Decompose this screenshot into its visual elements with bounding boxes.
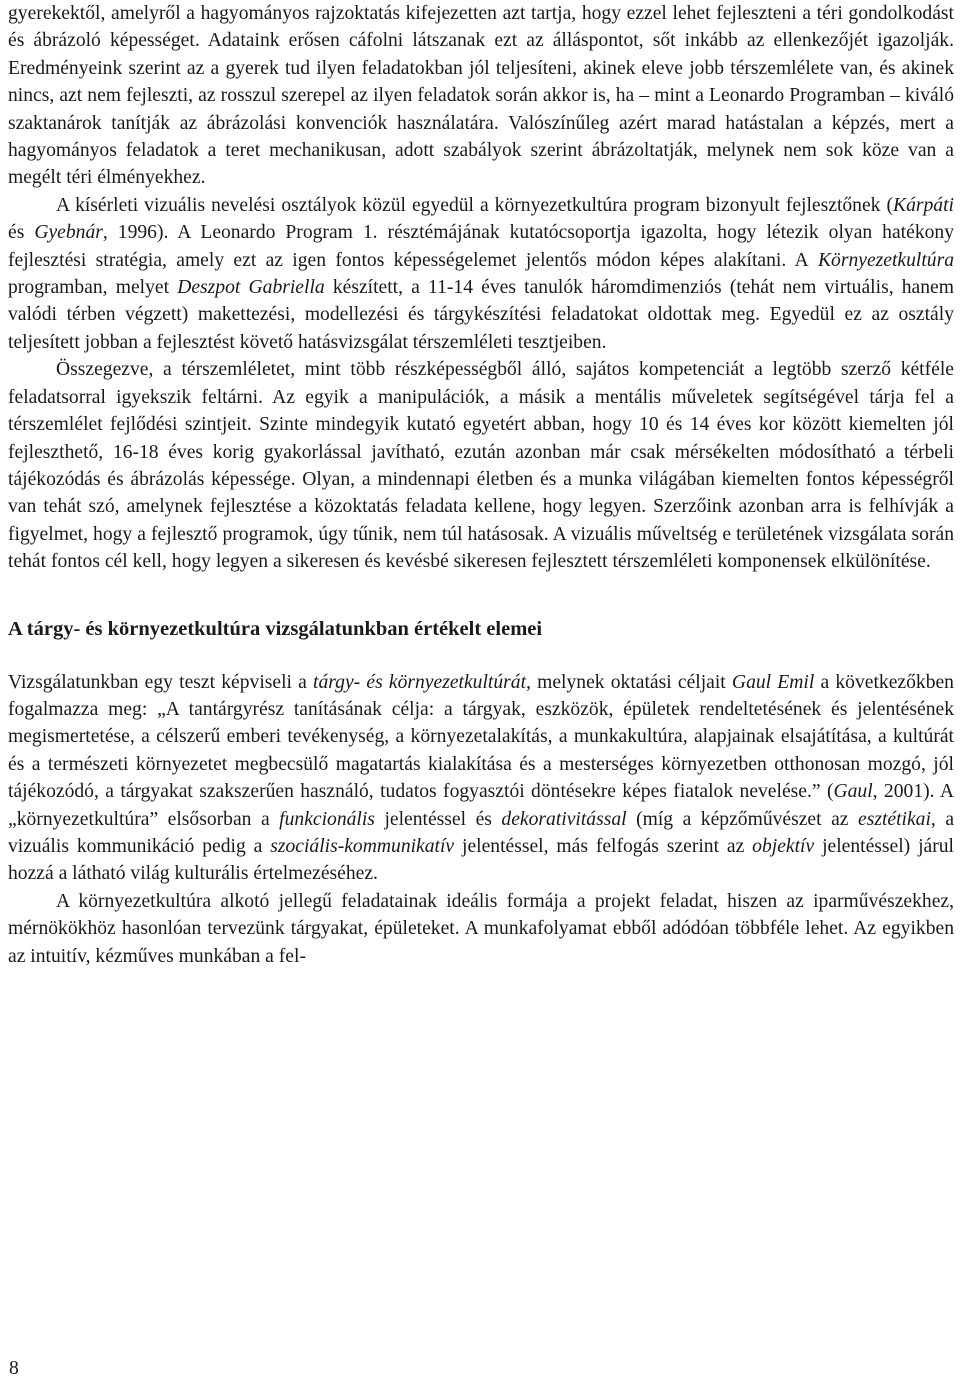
paragraph xyxy=(8,356,954,575)
page-number: 8 xyxy=(9,1358,19,1379)
text-run: és xyxy=(8,222,25,244)
italic-text: objektív xyxy=(752,835,815,857)
text-run: A kísérleti vizuális nevelési osztályok közül egyedül a környezetkultúra program bizonyult fejlesztőnek ( xyxy=(56,194,894,216)
italic-text: Gaul Emil xyxy=(731,671,815,693)
italic-text: tárgy- és környezetkultúrát, xyxy=(313,671,531,693)
italic-text: esztétikai xyxy=(858,808,931,830)
section-body-2 xyxy=(8,669,954,970)
italic-text: funkcionális xyxy=(279,808,375,830)
italic-text: Gaul xyxy=(833,781,873,803)
section-heading: A tárgy- és környezetkultúra vizsgálatunkban értékelt elemei xyxy=(8,617,543,640)
document-page xyxy=(8,0,954,970)
italic-text: Kárpáti xyxy=(893,194,954,216)
text-run: melynek oktatási céljait xyxy=(537,671,726,693)
text-run: programban, melyet xyxy=(8,277,170,299)
text-run: Vizsgálatunkban egy teszt képviseli a xyxy=(8,671,307,693)
italic-text: szociális-kommunikatív xyxy=(270,835,455,857)
text-run: készített, a 11-14 éves tanulók háromdimenziós (tehát nem virtuális, hanem valódi térben végzett) makettezési, modellezési és tárgykészítési feladatokat oldottak meg. Egyedül ez az osztály teljesített jobban a fejlesztést követő hatásvizsgálat térszemléleti tesztjeiben. xyxy=(8,277,954,353)
text-run: A környezetkultúra alkotó jellegű feladatainak ideális formája a projekt feladat, hiszen az iparművészekhez, mérnökökhöz hasonlóan tervezünk tárgyakat, épületeket. A munkafolyamat ebből adódóan többféle lehet. Az egyikben az intuitív, kézműves munkában a fel- xyxy=(8,890,954,967)
text-run: jelentéssel és xyxy=(384,808,492,830)
italic-text: Gyebnár xyxy=(34,222,103,244)
paragraph xyxy=(8,0,954,192)
text-run: Összegezve, a térszemléletet, mint több részképességből álló, sajátos kompetenciát a legtöbb szerző kétféle feladatsorral igyekszik feltárni. Az egyik a manipulációk, a másik a mentális műveletek segítségével tárja fel a térszemlélet fejlődési szintjeit. Szinte mindegyik kutató egyetért abban, hogy 10 és 14 éves kor között kiemelten jól fejleszthető, 16-18 éves korig gyakorlással javítható, ezután azonban már csak mérsékelten módosítható a térbeli tájékozódás és ábrázolás képessége. Olyan, a mindennapi életben és a munka világában kiemelten fontos képességről van tehát szó, amelynek fejlesztése a közoktatás feladata kellene, hogy legyen. Szerzőink azonban arra is felhívják a figyelmet, hogy a fejlesztő programok, úgy tűnik, nem túl hatásosak. A vizuális műveltség e területének vizsgálata során tehát fontos cél kell, hogy legyen a sikeresen és kevésbé sikeresen fejlesztett térszemléleti komponensek elkülönítése. xyxy=(8,359,954,573)
italic-text: dekorativitással xyxy=(501,808,627,830)
text-run: , a vizuális kommunikáció pedig a xyxy=(8,808,955,857)
paragraph xyxy=(8,888,954,970)
italic-text: Környezetkultúra xyxy=(817,249,954,271)
text-run: , 1996). A Leonardo Program 1. résztémájának kutatócsoportja igazolta, hogy létezik olyan hatékony fejlesztési stratégia, amely ezt az igen fontos képességelemet jelentős módon képes alakítani. A xyxy=(8,222,955,271)
text-run: gyerekektől, amelyről a hagyományos rajzoktatás kifejezetten azt tartja, hogy ezzel lehet fejleszteni a téri gondolkodást és ábrázoló képességet. Adataink erősen cáfolni látszanak ezt az álláspontot, sőt inkább az ellenkezőjét igazolják. Eredményeink szerint az a gyerek tud ilyen feladatokban jól teljesíteni, akinek eleve jobb térszemlélete van, és akinek nincs, azt nem fejleszti, az rosszul szerepel az ilyen feladatok során akkor is, ha – mint a Leonardo Programban – kiváló szaktanárok tanítják az ábrázolási konvenciók használatára. Valószínűleg azért marad hatástalan a képzés, mert a hagyományos feladatok a teret mechanikusan, adott szabályok szerint ábrázoltatják, melynek nem sok köze van a megélt téri élményekhez. xyxy=(8,3,954,189)
text-run: jelentéssel) járul hozzá a látható világ kulturális értelmezéséhez. xyxy=(8,835,954,885)
text-run: (míg a képzőművészet az xyxy=(636,808,849,830)
paragraph xyxy=(8,669,954,888)
text-run: , 2001). A „környezetkultúra” elsősorban a xyxy=(8,781,954,830)
section-body-1 xyxy=(8,0,954,576)
text-run: a következőkben fogalmazza meg: „A tantárgyrész tanításának célja: a tárgyak, eszközök, épületek rendeltetésének és jelentésének megismertetése, a célszerű emberi tevékenység, a környezetalakítás, a munkakultúra, alapjainak elsajátítása, a kultúrát és a természeti környezetet megbecsülő magatartás kialakítása és a mesterséges környezetben otthonosan mozgó, jól tájékozódó, a tárgyakat szakszerűen használó, tudatos fogyasztói döntésekre képes fiatalok nevelése.” ( xyxy=(8,671,954,803)
paragraph xyxy=(8,192,954,356)
text-run: jelentéssel, más felfogás szerint az xyxy=(462,835,745,857)
italic-text: Deszpot Gabriella xyxy=(177,277,325,299)
